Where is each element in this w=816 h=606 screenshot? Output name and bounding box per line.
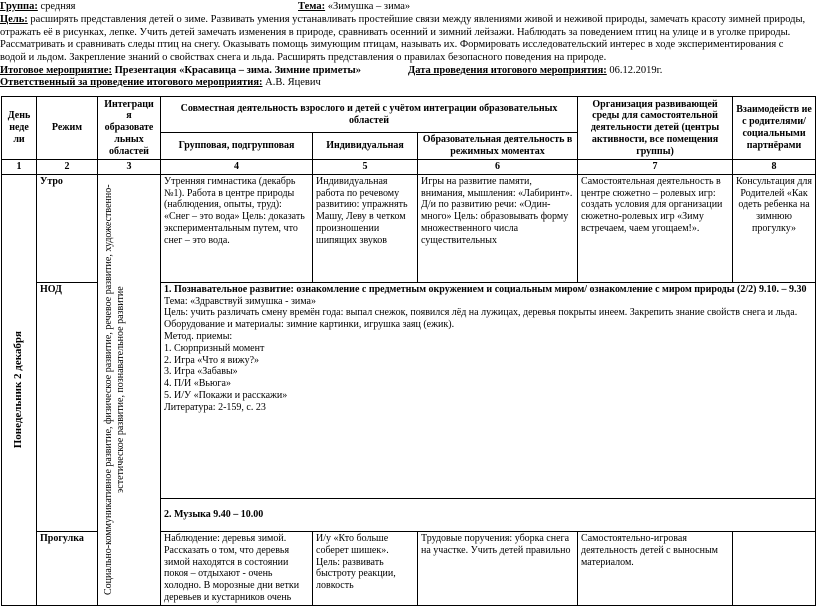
date-line [408, 65, 662, 78]
col-number: 5 [313, 160, 418, 175]
responsible-label: Ответственный за проведение итогового мероприятия: [0, 77, 263, 88]
nod-method: 1. Сюрпризный момент [164, 342, 265, 354]
goal-text: расширять представления детей о зиме. Развивать умения устанавливать простейшие связи между явлениями живой и неживой природы, замечать красоту зимней природы, отражать её в рисунках, лепке. Учить детей замечать изменения в природе, сравнивать осенний и зимний лейзажи. Наблюдать за поведением птиц на улице и в уголке природы. Рассматривать и сравнивать следы птиц на снегу. Оказывать помощь зимующим птицам, называть их. Формировать исследовательский интерес в ходе экспериментирования с водой и льдом. Закрепление знаний о свойствах снега и льда. Расширять представления о правилах безопасного поведения на природе. [0, 14, 806, 63]
header-integration: Интеграци я образовате льных областей [98, 97, 161, 160]
nod-equipment: Оборудование и материалы: зимние картинки, игрушка заяц (ежик). [164, 319, 455, 331]
nod-method: 5. И/У «Покажи и расскажи» [164, 389, 288, 401]
morning-row [2, 174, 816, 282]
column-numbers-row [2, 160, 816, 175]
header-mode: Режим [37, 97, 98, 160]
nod-literature: Литература: 2-159, с. 23 [164, 401, 266, 413]
responsible-value: А.В. Яцевич [262, 77, 321, 88]
header-day: День неде ли [2, 97, 37, 160]
mode-morning: Утро [37, 174, 98, 282]
col-number: 3 [98, 160, 161, 175]
col-number: 7 [578, 160, 733, 175]
col-number: 1 [2, 160, 37, 175]
responsible-line [0, 77, 816, 90]
nod-content [161, 282, 816, 498]
nod-methods-label: Метод. приемы: [164, 330, 233, 342]
walk-routine: Трудовые поручения: уборка снега на участке. Учить детей правильно [418, 532, 578, 606]
header-parents: Взаимодейств ие с родителями/ социальными партнёрами [733, 97, 816, 160]
nod-method: 2. Игра «Что я вижу?» [164, 354, 260, 366]
nod-music: 2. Музыка 9.40 – 10.00 [161, 499, 816, 532]
final-event-value: Презентация «Красавица – зима. Зимние приметы» [111, 65, 361, 76]
col-number: 8 [733, 160, 816, 175]
header-routine: Образовательная деятельность в режимных моментах [418, 133, 578, 160]
day-cell [2, 174, 37, 605]
col-number: 4 [161, 160, 313, 175]
integration-text: Социально-коммуникативное развитие, физическое развитие, речевое развитие, художественно-эстетическое развитие, познавательное развитие [103, 184, 126, 596]
morning-routine: Игры на развитие памяти, внимания, мышления: «Лабиринт». Д/и по развитию речи: «Один-много» Цель: образовывать форму множественного числа существительных [418, 174, 578, 282]
day-name: Понедельник 2 декабря [12, 331, 25, 449]
goal-label: Цель: [0, 14, 28, 25]
final-event-label: Итоговое мероприятие: [0, 65, 112, 76]
goal-paragraph [0, 14, 810, 64]
theme-value: «Зимушка – зима» [325, 1, 411, 12]
morning-individual: Индивидуальная работа по речевому развитию: упражнять Машу, Леву в четком произношении шипящих звуков [313, 174, 418, 282]
nod-goal: Цель: учить различать смену времён года: выпал снежок, появился лёд на лужицах, деревья покрыты инеем. Закрепить знание свойств снега и льда. [164, 307, 798, 319]
integration-cell [98, 174, 161, 605]
nod-method: 3. Игра «Забавы» [164, 366, 238, 378]
theme-line [298, 1, 410, 14]
morning-environment: Самостоятельная деятельность в центре сюжетно – ролевых игр: создать условия для организации сюжетно-ролевых игр «Зиму встречаем, чаем угощаем!». [578, 174, 733, 282]
walk-individual: И/у «Кто больше соберет шишек». Цель: развивать быстроту реакции, ловкость [313, 532, 418, 606]
date-value: 06.12.2019г. [606, 65, 663, 76]
group-line [0, 1, 816, 14]
walk-environment: Самостоятельно-игровая деятельность детей с выносным материалом. [578, 532, 733, 606]
header-individual: Индивидуальная [313, 133, 418, 160]
group-value: средняя [37, 1, 76, 12]
mode-nod: НОД [37, 282, 98, 531]
header-environment: Организация развивающей среды для самостоятельной деятельности детей (центры активности, все помещения группы) [578, 97, 733, 160]
col-number: 2 [37, 160, 98, 175]
mode-walk: Прогулка [37, 532, 98, 606]
morning-parents: Консультация для Родителей «Как одеть ребенка на зимнюю прогулку» [733, 174, 816, 282]
nod-theme: Тема: «Здравствуй зимушка - зима» [164, 295, 316, 307]
group-label: Группа: [0, 1, 38, 12]
header-joint: Совместная деятельность взрослого и детей с учётом интеграции образовательных областей [161, 97, 578, 133]
plan-table [1, 96, 816, 606]
nod-title: 1. Познавательное развитие: ознакомление с предметным окружением и социальным миром/ ознакомление с миром природы (2/2) 9.10. – 9.30 [164, 283, 807, 295]
date-label: Дата проведения итогового мероприятия: [408, 65, 607, 76]
col-number: 6 [418, 160, 578, 175]
theme-label: Тема: [298, 1, 326, 12]
morning-group: Утренняя гимнастика (декабрь №1). Работа в центре природы (наблюдения, опыты, труд): «Снег – это вода» Цель: доказать экспериментальным путем, что снег – это вода. [161, 174, 313, 282]
final-event-line [0, 65, 816, 78]
nod-method: 4. П/И «Вьюга» [164, 378, 231, 390]
walk-parents [733, 532, 816, 606]
header-group: Групповая, подгрупповая [161, 133, 313, 160]
walk-group: Наблюдение: деревья зимой. Рассказать о том, что деревья зимой находятся в состоянии покоя – отдыхают - очень холодно. В морозные дни ветки деревьев и кустарников очень [161, 532, 313, 606]
